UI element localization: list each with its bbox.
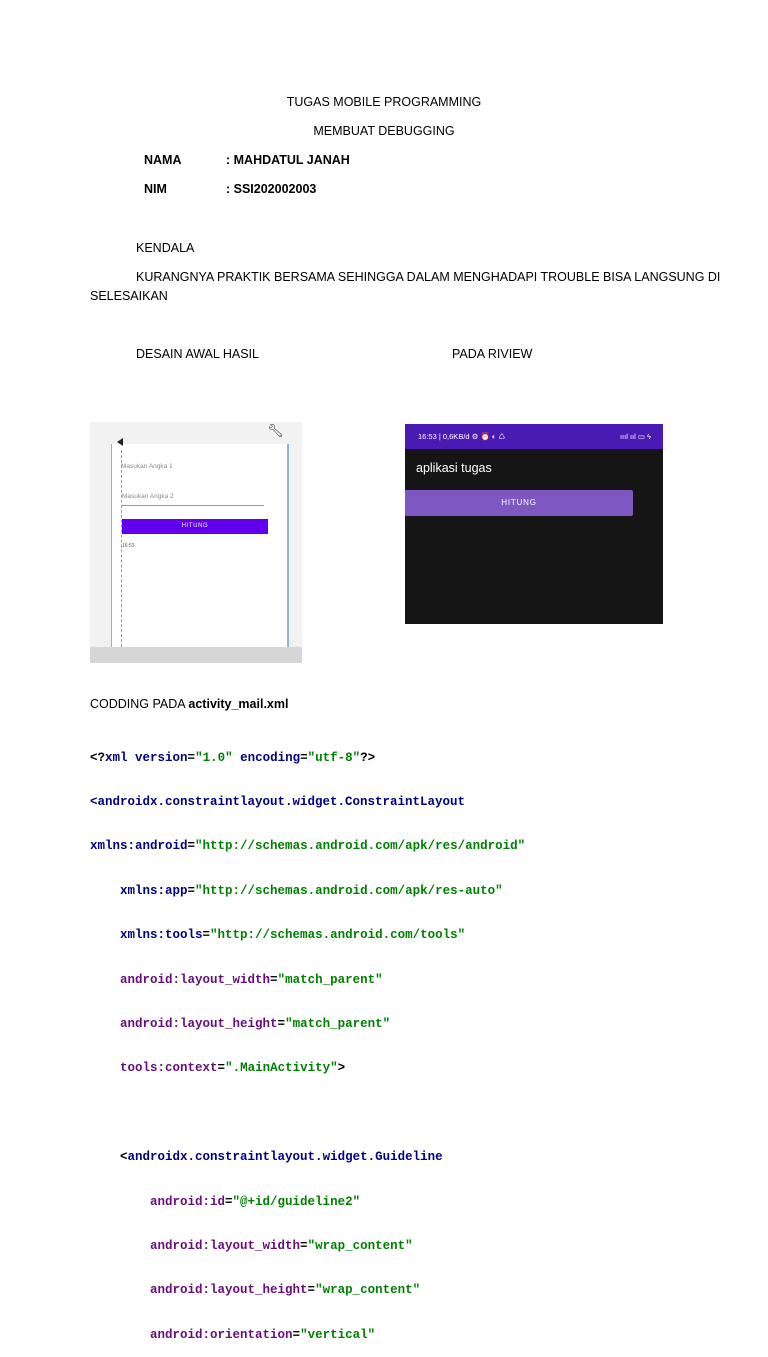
nama-value: : MAHDATUL JANAH <box>226 153 350 167</box>
phone-status-bar <box>405 424 663 449</box>
phone-hitung-button: HITUNG <box>405 490 633 516</box>
desain-label: DESAIN AWAL HASIL <box>136 347 259 361</box>
nim-value: : SSI202002003 <box>226 182 317 196</box>
code-line-5: xmlns:tools="http://schemas.android.com/tools" <box>120 928 466 943</box>
guideline-dashed <box>121 450 122 662</box>
nama-label: NAMA <box>144 153 182 167</box>
design-hint-angka-2: Masukan Angka 2 <box>122 493 174 500</box>
design-bottom-bar <box>90 647 302 663</box>
status-left-text: 16:53 | 0,6KB/d ⚙ ⏰ ◐ ♺ <box>418 432 506 441</box>
code-line-7: android:layout_height="match_parent" <box>120 1016 391 1031</box>
code-block <box>90 721 525 1357</box>
kendala-line-1: KURANGNYA PRAKTIK BERSAMA SEHINGGA DALAM MENGHADAPI TROUBLE BISA LANGSUNG DI <box>136 270 721 284</box>
nim-label: NIM <box>144 182 167 196</box>
design-result-text: 16:53 <box>122 543 135 549</box>
kendala-heading: KENDALA <box>136 241 195 255</box>
design-hitung-button: HITUNG <box>122 519 268 534</box>
code-line-13: android:orientation="vertical" <box>150 1327 376 1342</box>
status-right-icons: ıııl ııl ▭ ϟ <box>619 432 651 441</box>
design-preview-image <box>90 422 302 663</box>
kendala-line-2: SELESAIKAN <box>90 289 168 303</box>
code-line-8: tools:context=".MainActivity"> <box>120 1061 346 1076</box>
coding-filename: activity_mail.xml <box>188 697 289 711</box>
phone-app-title: aplikasi tugas <box>416 461 492 475</box>
doc-subtitle: MEMBUAT DEBUGGING <box>313 124 455 138</box>
code-line-10: android:id="@+id/guideline2" <box>150 1194 361 1209</box>
code-line-11: android:layout_width="wrap_content" <box>150 1238 413 1253</box>
code-line-4: xmlns:app="http://schemas.android.com/apk/res-auto" <box>120 883 503 898</box>
code-line-12: android:layout_height="wrap_content" <box>150 1283 421 1298</box>
coding-caption <box>90 697 288 711</box>
code-line-6: android:layout_width="match_parent" <box>120 972 383 987</box>
code-line-1: <?xml version="1.0" encoding="utf-8"?> <box>90 750 376 765</box>
riview-label: PADA RIVIEW <box>452 347 533 361</box>
code-line-9: <androidx.constraintlayout.widget.Guideline <box>120 1150 443 1165</box>
code-line-2: <androidx.constraintlayout.widget.ConstraintLayout <box>90 794 466 809</box>
design-hint-angka-1: Masukan Angka 1 <box>121 463 173 470</box>
coding-prefix: CODDING PADA <box>90 697 189 711</box>
phone-preview-image <box>405 424 663 624</box>
wrench-icon: 🔧︎ <box>267 423 284 438</box>
design-device-frame <box>111 444 289 663</box>
doc-title: TUGAS MOBILE PROGRAMMING <box>286 95 482 109</box>
design-input-2-line <box>122 505 264 506</box>
back-arrow-icon <box>117 438 123 446</box>
code-line-3: xmlns:android="http://schemas.android.com/apk/res/android" <box>90 839 526 854</box>
code-line-blank <box>90 1106 525 1121</box>
